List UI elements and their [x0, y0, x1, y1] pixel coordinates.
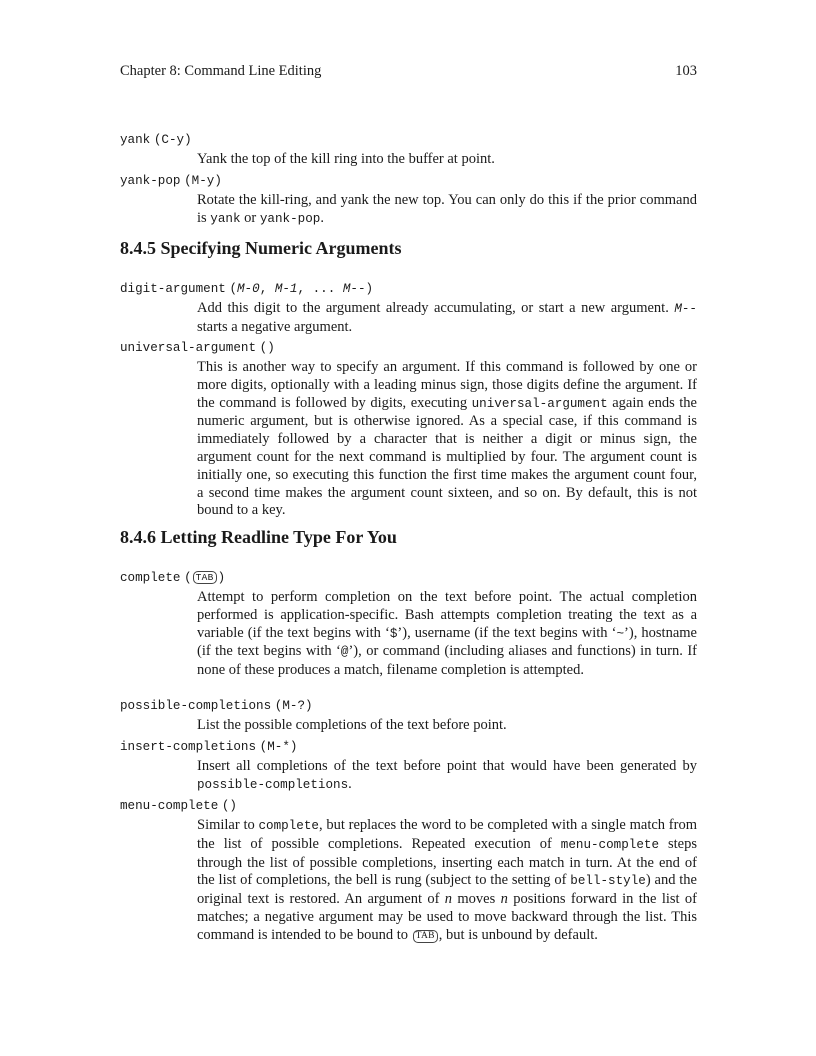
- entry-menu-complete: [120, 797, 697, 945]
- running-header: [120, 63, 697, 80]
- code-text: @: [340, 645, 349, 660]
- description-text: ’), or command (including aliases and functions) in turn. If none of these produces a match, filename completion is attempted.: [197, 643, 697, 679]
- command-name: complete: [120, 571, 181, 585]
- entry-term: [120, 738, 697, 756]
- math-var: n: [444, 891, 453, 908]
- entry-term: [120, 131, 697, 149]
- entry-insert-completions: [120, 738, 697, 795]
- description-text: again ends the numeric argument, but is otherwise ignored. As a special case, if this command is immediately followed by a character that is neither a digit or minus sign, the argument count for the next command is multiplied by four. The argument count is initially one, so executing this function the first time makes the argument count four, a second time makes the argument count sixteen, and so on. By default, this is not bound to a key.: [197, 394, 697, 519]
- code-text: $: [389, 626, 398, 641]
- entry-yank: [120, 131, 697, 169]
- description-text: List the possible completions of the text before point.: [197, 717, 507, 733]
- command-name: yank-pop: [120, 174, 181, 188]
- command-name: digit-argument: [120, 282, 226, 296]
- code-text: yank-pop: [259, 211, 321, 226]
- chapter-title: Chapter 8: Command Line Editing: [120, 63, 322, 79]
- entry-description: [197, 192, 697, 229]
- section-heading-8-4-5: 8.4.5 Specifying Numeric Arguments: [120, 238, 402, 258]
- description-text: Rotate the kill-ring, and yank the new top. You can only do this if the prior command is: [197, 192, 697, 226]
- description-text: Add this digit to the argument already accumulating, or start a new argument.: [197, 300, 675, 316]
- entry-description: [197, 151, 697, 169]
- description-text: positions forward in the list of matches; a negative argument may be used to move backward through the list. This command is intended to be bound to: [197, 891, 697, 943]
- description-text: .: [320, 209, 324, 226]
- code-text: menu-complete: [560, 837, 660, 852]
- command-name: insert-completions: [120, 740, 257, 754]
- description-text: starts a negative argument.: [197, 318, 353, 335]
- entry-universal-argument: [120, 339, 697, 520]
- description-text: ) and the original text is restored. An argument of: [197, 872, 697, 908]
- key-binding: (C-y): [153, 133, 192, 147]
- code-text: possible-completions: [197, 777, 349, 792]
- key-binding: ( TAB ): [184, 571, 226, 585]
- code-text: ~: [616, 626, 625, 641]
- description-text: ’), username (if the text begins with ‘: [397, 624, 617, 641]
- math-var: n: [500, 891, 508, 908]
- tab-key-icon: TAB: [413, 930, 438, 943]
- description-text: Attempt to perform completion on the text before point. The actual completion performed is application-specific. Bash attempts completion treating the text as a variable (if the text begins with ‘: [197, 589, 697, 641]
- entry-complete: [120, 569, 697, 680]
- section-heading-8-4-6: 8.4.6 Letting Readline Type For You: [120, 527, 397, 547]
- entry-description: [197, 817, 697, 945]
- description-text: Insert all completions of the text before point that would have been generated by: [197, 758, 697, 774]
- code-text: M--: [674, 302, 697, 316]
- command-name: possible-completions: [120, 699, 272, 713]
- command-name: menu-complete: [120, 799, 219, 813]
- key-binding: (M-y): [184, 174, 222, 188]
- page-number: 103: [675, 63, 697, 79]
- entry-yank-pop: [120, 172, 697, 229]
- command-name: universal-argument: [120, 341, 257, 355]
- code-text: complete: [258, 819, 319, 833]
- description-text: , but replaces the word to be completed with a single match from the list of possible completions. Repeated execution of: [197, 817, 697, 852]
- description-text: Similar to: [197, 817, 259, 833]
- entry-description: [197, 717, 697, 735]
- description-text: moves: [452, 891, 501, 908]
- tab-key-icon: TAB: [193, 571, 217, 584]
- entry-term: [120, 339, 697, 357]
- entry-digit-argument: [120, 280, 697, 337]
- code-text: bell-style: [570, 874, 646, 889]
- description-text: Yank the top of the kill ring into the buffer at point.: [197, 151, 495, 167]
- key-binding: (M-?): [274, 699, 313, 713]
- description-text: ’), hostname (if the text begins with ‘: [197, 624, 697, 660]
- key-binding: (): [259, 341, 275, 355]
- entry-description: [197, 758, 697, 795]
- entry-term: [120, 280, 697, 298]
- description-text: steps through the list of possible completions, inserting each match in turn. At the end of the list of completions, the bell is rung (subject to the setting of: [197, 835, 697, 889]
- entry-description: [197, 300, 697, 337]
- entry-description: [197, 359, 697, 520]
- entry-description: [197, 589, 697, 680]
- entry-term: [120, 797, 697, 815]
- entry-term: [120, 569, 697, 587]
- description-text: , but is unbound by default.: [438, 926, 598, 943]
- entry-term: [120, 697, 697, 715]
- code-text: universal-argument: [471, 396, 608, 411]
- description-text: or: [240, 209, 260, 226]
- key-binding: (M-*): [259, 740, 298, 754]
- key-binding: (M-0, M-1, ... M--): [229, 282, 374, 296]
- command-name: yank: [120, 133, 151, 147]
- key-binding: (): [221, 799, 237, 813]
- code-text: yank: [210, 211, 241, 226]
- description-text: This is another way to specify an argument. If this command is followed by one or more digits, optionally with a leading minus sign, those digits define the argument. If the command is followed by digits, executing: [197, 359, 697, 411]
- entry-possible-completions: [120, 697, 697, 735]
- description-text: .: [348, 775, 352, 792]
- entry-term: [120, 172, 697, 190]
